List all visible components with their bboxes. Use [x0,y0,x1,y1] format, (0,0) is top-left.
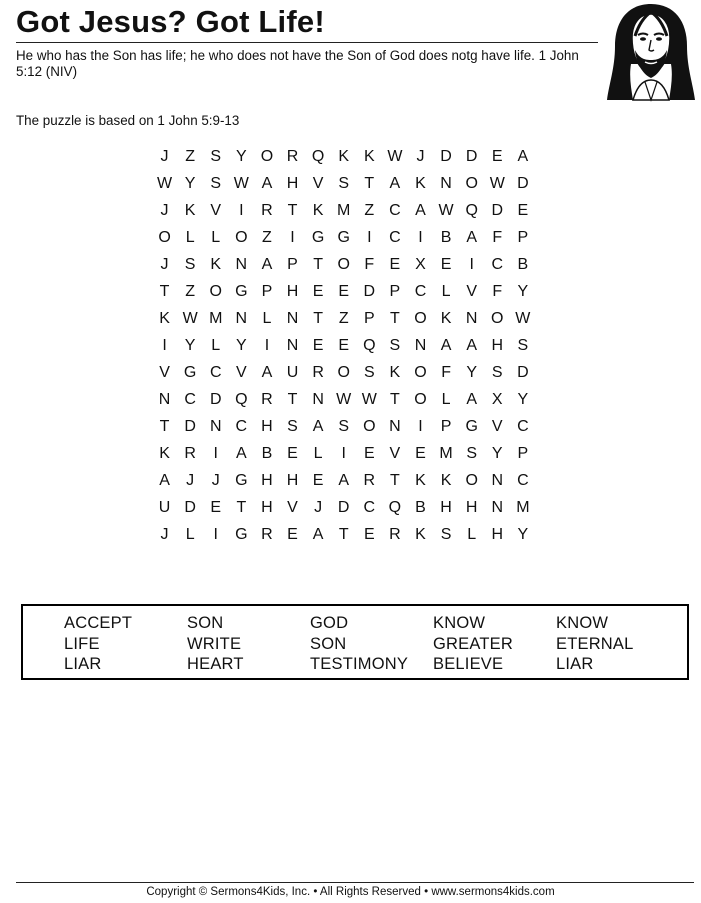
grid-letter: Q [311,148,325,165]
grid-letter: T [287,391,298,408]
grid-letter: O [414,310,428,327]
grid-letter: L [467,526,477,543]
grid-letter: I [367,229,373,246]
grid-letter: R [363,472,376,489]
grid-letter: Y [235,337,248,354]
grid-letter: F [492,283,503,300]
word-list-item: BELIEVE [433,655,504,673]
grid-letter: W [438,202,455,219]
grid-row [152,524,536,551]
grid-letter: W [361,391,378,408]
grid-letter: O [414,391,428,408]
grid-letter: E [210,499,222,516]
grid-row [152,335,536,362]
word-column [556,613,634,675]
grid-letter: T [338,526,350,543]
grid-letter: H [491,526,504,543]
grid-letter: T [364,175,375,192]
grid-row [152,470,536,497]
grid-letter: R [184,445,197,462]
verse-text: He who has the Son has life; he who does not have the Son of God does notg have life. 1 John 5:12 (NIV) [16,48,579,79]
grid-letter: S [210,175,222,192]
grid-letter: O [465,175,479,192]
grid-letter: L [441,391,452,408]
grid-letter: K [415,472,427,489]
grid-letter: N [235,310,248,327]
grid-letter: E [363,526,376,543]
grid-letter: S [363,364,376,381]
grid-letter: J [160,148,170,165]
grid-row [152,254,536,281]
word-list-item: GOD [310,614,349,632]
grid-letter: S [184,256,196,273]
grid-letter: T [236,499,247,516]
grid-letter: S [210,148,222,165]
grid-letter: I [264,337,270,354]
grid-letter: O [465,472,479,489]
grid-letter: N [286,337,299,354]
grid-letter: R [261,202,274,219]
grid-letter: C [414,283,427,300]
word-list-item: ACCEPT [64,614,133,632]
grid-letter: F [441,364,452,381]
grid-letter: L [211,229,221,246]
grid-letter: B [415,499,427,516]
word-list-item: KNOW [433,614,486,632]
grid-letter: Y [184,337,196,354]
grid-letter: N [440,175,453,192]
grid-letter: O [337,256,351,273]
grid-letter: R [261,526,274,543]
grid-letter: L [185,526,196,543]
grid-letter: J [160,256,170,273]
grid-letter: P [261,283,273,300]
title-divider [16,42,598,43]
jesus-portrait-icon [605,2,697,102]
grid-letter: A [466,391,478,408]
page-title: Got Jesus? Got Life! [16,4,325,39]
grid-letter: A [261,364,273,381]
grid-letter: J [186,472,195,489]
grid-letter: I [162,337,168,354]
grid-letter: K [159,445,171,462]
grid-letter: W [336,391,352,408]
grid-letter: E [287,445,299,462]
grid-letter: N [389,418,402,435]
grid-letter: K [389,364,401,381]
grid-letter: G [183,364,197,381]
grid-letter: A [261,256,273,273]
grid-letter: B [517,256,529,273]
grid-letter: N [465,310,478,327]
grid-row [152,227,536,254]
grid-letter: P [517,445,529,462]
grid-letter: P [389,283,401,300]
grid-row [152,200,536,227]
grid-row [152,146,536,173]
grid-letter: O [158,229,172,246]
word-column [310,613,408,675]
grid-letter: V [491,418,504,435]
grid-letter: E [363,445,376,462]
grid-letter: E [312,472,324,489]
grid-letter: O [260,148,274,165]
grid-letter: E [517,202,529,219]
grid-letter: Z [262,229,273,246]
grid-letter: A [338,472,350,489]
grid-letter: B [440,229,452,246]
grid-letter: P [363,310,376,327]
grid-row [152,308,536,335]
grid-letter: G [235,526,249,543]
grid-letter: I [239,202,245,219]
grid-letter: D [184,418,197,435]
word-list-item: ETERNAL [556,634,634,653]
grid-letter: Z [364,202,375,219]
grid-row [152,281,536,308]
grid-letter: G [235,283,249,300]
grid-letter: S [491,364,504,381]
grid-letter: A [159,472,171,489]
grid-letter: A [235,445,248,462]
grid-letter: L [185,229,196,246]
grid-letter: O [235,229,249,246]
grid-letter: X [415,256,427,273]
grid-row [152,416,536,443]
word-list-item: HEART [187,655,244,673]
word-list-item: LIFE [64,634,100,653]
grid-letter: E [312,283,324,300]
grid-letter: B [261,445,273,462]
word-list-item: SON [310,634,347,653]
word-list-item: WRITE [187,634,242,653]
grid-letter: K [184,202,196,219]
grid-letter: Y [517,391,529,408]
word-list-item: LIAR [64,655,102,673]
grid-letter: T [390,391,401,408]
grid-letter: Z [185,283,196,300]
grid-letter: A [466,337,478,354]
grid-letter: G [311,229,325,246]
grid-letter: K [159,310,171,327]
grid-letter: S [517,337,529,354]
grid-letter: L [262,310,272,327]
grid-letter: O [337,364,351,381]
grid-letter: K [210,256,222,273]
grid-letter: H [286,283,299,300]
grid-letter: R [261,391,274,408]
word-list-item: SON [187,614,224,632]
grid-letter: E [338,337,350,354]
grid-letter: N [286,310,299,327]
grid-letter: N [312,391,325,408]
grid-letter: R [286,148,299,165]
grid-letter: L [211,337,221,354]
word-list-item: LIAR [556,655,594,673]
grid-letter: P [517,229,529,246]
grid-letter: M [439,445,454,462]
grid-letter: D [363,283,376,300]
grid-letter: K [338,148,350,165]
grid-letter: K [415,175,427,192]
footer-divider [16,882,694,883]
grid-letter: L [441,283,452,300]
grid-letter: K [440,472,452,489]
grid-letter: H [261,418,274,435]
grid-letter: D [440,148,453,165]
grid-letter: C [389,202,402,219]
grid-letter: H [440,499,453,516]
grid-letter: D [209,391,223,408]
grid-letter: V [389,445,401,462]
grid-letter: D [517,175,530,192]
grid-letter: S [287,418,299,435]
grid-letter: H [286,175,299,192]
grid-row [152,362,536,389]
grid-letter: N [158,391,171,408]
word-list-item: GREATER [433,634,513,653]
word-list-box [21,604,689,680]
grid-letter: A [312,526,324,543]
grid-row [152,443,536,470]
grid-letter: T [390,310,401,327]
grid-letter: F [492,229,503,246]
grid-letter: H [261,472,274,489]
grid-letter: E [491,148,504,165]
grid-letter: F [364,256,375,273]
grid-letter: S [466,445,478,462]
grid-letter: D [184,499,197,516]
grid-letter: T [390,472,401,489]
grid-letter: U [158,499,171,516]
grid-letter: C [517,418,530,435]
grid-letter: H [465,499,478,516]
grid-letter: I [341,445,347,462]
grid-letter: T [287,202,298,219]
grid-letter: C [209,364,223,381]
grid-letter: S [389,337,401,354]
grid-letter: M [337,202,351,219]
grid-letter: D [465,148,478,165]
grid-letter: C [517,472,530,489]
grid-letter: D [337,499,350,516]
grid-letter: U [286,364,299,381]
grid-letter: Y [517,526,529,543]
grid-letter: Y [466,364,478,381]
grid-letter: I [213,445,219,462]
grid-letter: W [515,310,531,327]
copyright-footer: Copyright © Sermons4Kids, Inc. • All Rights Reserved • www.sermons4kids.com [146,886,555,898]
grid-letter: S [338,175,350,192]
grid-letter: A [261,175,273,192]
grid-letter: R [389,526,402,543]
grid-letter: E [440,256,452,273]
grid-letter: D [517,364,530,381]
grid-letter: A [517,148,529,165]
grid-letter: C [363,499,376,516]
grid-letter: J [416,148,425,165]
word-column [187,613,244,675]
grid-letter: K [312,202,324,219]
grid-letter: O [209,283,223,300]
grid-letter: G [337,229,351,246]
grid-letter: O [414,364,428,381]
grid-letter: W [233,175,250,192]
grid-letter: G [235,472,249,489]
grid-letter: C [389,229,402,246]
grid-letter: E [389,256,401,273]
grid-letter: J [160,526,170,543]
word-column [433,613,513,675]
grid-letter: G [465,418,479,435]
grid-letter: H [286,472,299,489]
grid-letter: V [287,499,299,516]
grid-row [152,497,536,524]
grid-letter: W [156,175,173,192]
grid-letter: I [469,256,475,273]
grid-letter: C [235,418,248,435]
grid-letter: Y [517,283,529,300]
grid-letter: Q [388,499,402,516]
grid-letter: E [287,526,299,543]
grid-letter: A [466,229,478,246]
grid-letter: E [312,337,324,354]
grid-letter: I [213,526,219,543]
grid-letter: A [389,175,401,192]
grid-letter: O [363,418,377,435]
grid-letter: A [312,418,324,435]
grid-letter: V [466,283,478,300]
grid-letter: T [159,418,170,435]
grid-letter: N [414,337,427,354]
word-column [64,613,132,675]
grid-letter: A [440,337,452,354]
grid-letter: W [489,175,506,192]
grid-letter: J [314,499,323,516]
grid-letter: J [160,202,170,219]
grid-letter: M [209,310,223,327]
grid-letter: E [338,283,350,300]
grid-letter: R [312,364,325,381]
grid-letter: V [159,364,171,381]
grid-letter: V [210,202,222,219]
grid-letter: N [491,499,504,516]
grid-letter: Y [491,445,504,462]
grid-letter: N [491,472,504,489]
grid-letter: H [261,499,274,516]
grid-letter: I [290,229,296,246]
grid-letter: P [440,418,452,435]
grid-letter: C [491,256,504,273]
grid-letter: I [418,418,424,435]
puzzle-intro: The puzzle is based on 1 John 5:9-13 [16,113,240,128]
grid-letter: K [363,148,376,165]
grid-letter: Q [465,202,479,219]
grid-letter: V [235,364,248,381]
grid-letter: P [287,256,299,273]
grid-letter: Z [185,148,196,165]
grid-letter: Y [235,148,248,165]
grid-letter: J [211,472,221,489]
grid-letter: I [418,229,424,246]
grid-letter: H [491,337,504,354]
grid-letter: S [338,418,350,435]
grid-letter: O [491,310,504,327]
word-list-item: KNOW [556,614,609,632]
word-search-grid [152,146,536,551]
grid-letter: T [313,310,324,327]
grid-letter: C [184,391,197,408]
grid-letter: Q [235,391,249,408]
grid-letter: W [182,310,199,327]
grid-letter: Q [363,337,377,354]
grid-letter: X [491,391,504,408]
grid-letter: K [415,526,427,543]
grid-letter: T [313,256,324,273]
grid-letter: K [440,310,452,327]
grid-letter: E [415,445,427,462]
grid-letter: N [235,256,248,273]
word-list-item: TESTIMONY [310,655,409,673]
grid-letter: D [491,202,504,219]
grid-letter: V [312,175,324,192]
grid-letter: M [516,499,531,516]
grid-letter: N [209,418,223,435]
grid-letter: W [387,148,403,165]
grid-row [152,389,536,416]
grid-letter: Z [338,310,350,327]
grid-letter: A [415,202,427,219]
grid-letter: S [440,526,452,543]
grid-row [152,173,536,200]
grid-letter: T [159,283,170,300]
grid-letter: L [313,445,324,462]
grid-letter: Y [184,175,196,192]
